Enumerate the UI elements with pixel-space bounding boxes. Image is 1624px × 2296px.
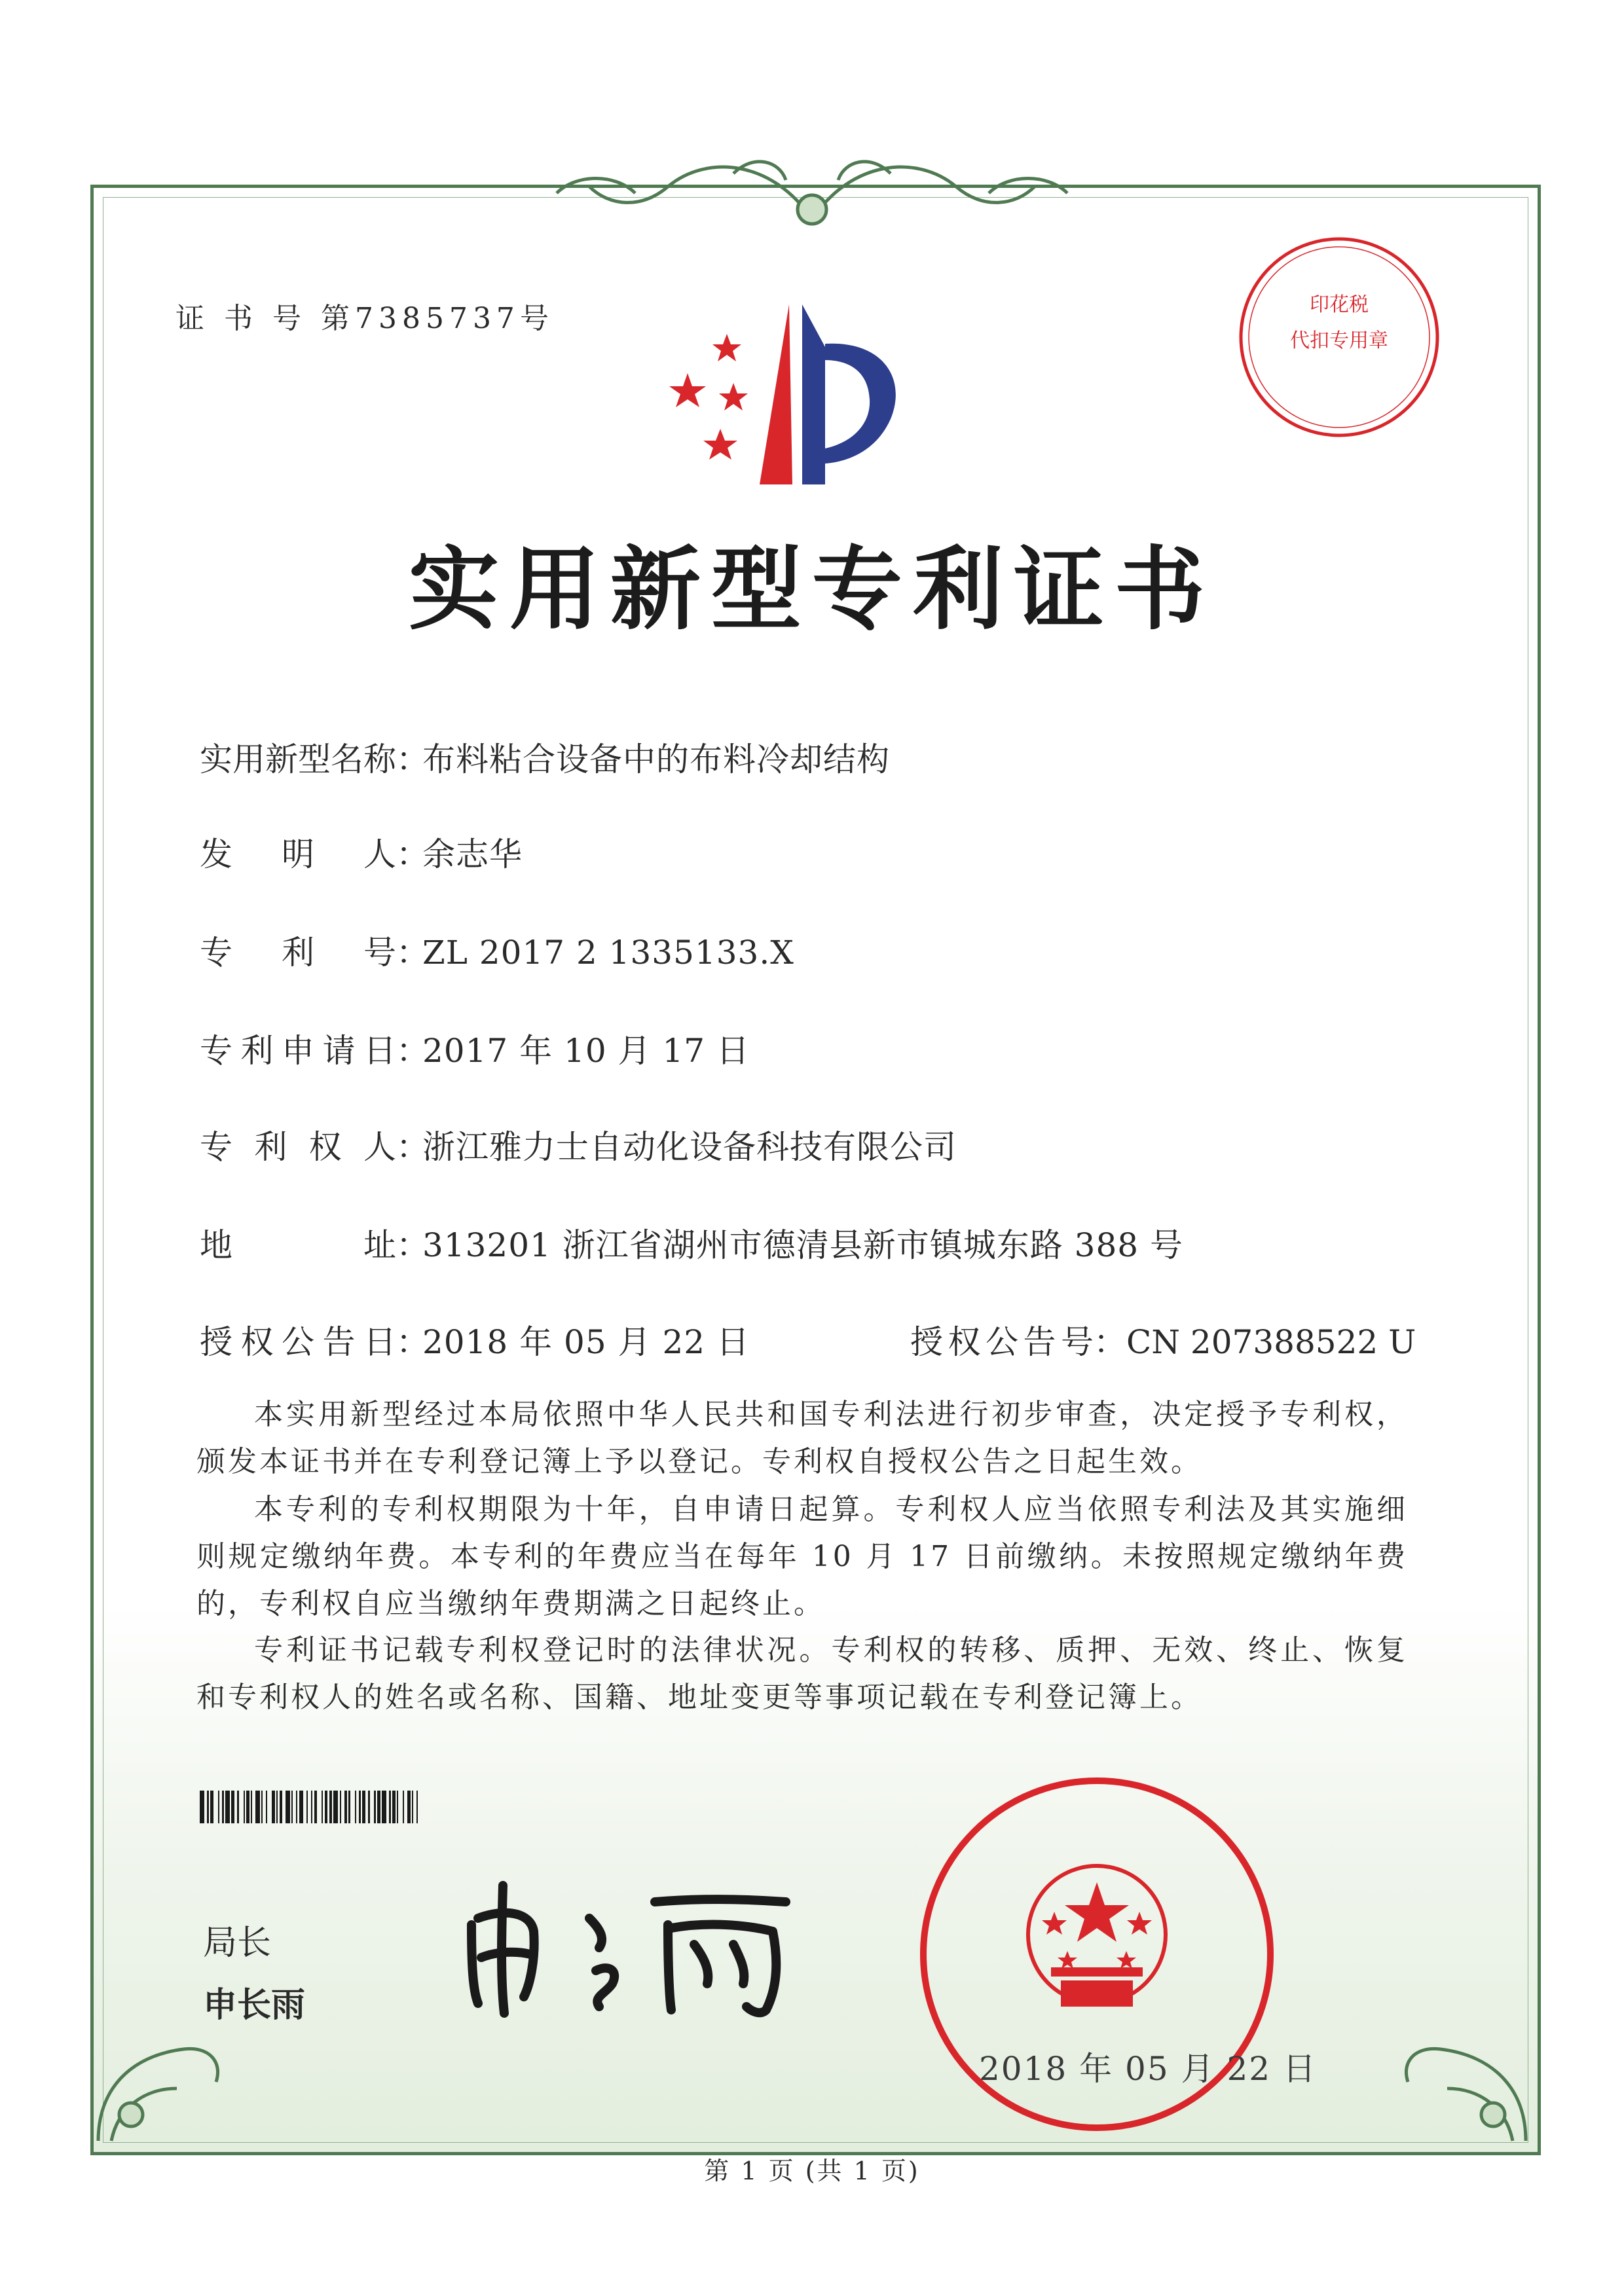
barcode-bar (370, 1791, 375, 1823)
barcode-bar (418, 1791, 422, 1823)
field-label: 地址 (200, 1226, 396, 1264)
field-value: 余志华 (422, 835, 523, 873)
svg-text:代扣专用章: 代扣专用章 (1290, 329, 1388, 352)
certificate-number-suffix: 号 (519, 302, 554, 335)
barcode-bar (382, 1791, 386, 1823)
director-signature (458, 1872, 825, 2023)
field-utility-model-name: 实用新型名称：布料粘合设备中的布料冷却结构 (200, 733, 890, 780)
field-inventor: 发明人：余志华 (200, 828, 523, 875)
field-grant-date: 授权公告日：2018 年 05 月 22 日 (200, 1316, 750, 1363)
certificate-number (175, 295, 554, 337)
paragraph-term: 本专利的专利权期限为十年，自申请日起算。专利权人应当依照专利法及其实施细则规定缴纳年费。本专利的年费应当在每年 10 月 17 日前缴纳。未按照规定缴纳年费的，专利权自应当缴纳年费期满之日起终止。 (196, 1493, 1408, 1620)
field-label: 发明人 (200, 835, 396, 873)
patent-office-logo-icon (661, 295, 910, 491)
paragraph-legal-status: 专利证书记载专利权登记时的法律状况。专利权的转移、质押、无效、终止、恢复和专利权人的姓名或名称、国籍、地址变更等事项记载在专利登记簿上。 (196, 1633, 1408, 1714)
certificate-number-value: 7385737 (354, 302, 520, 335)
field-label: 授权公告号 (910, 1323, 1094, 1361)
certificate-number-label: 证 书 号 第 (175, 302, 355, 335)
field-value: 2017 年 10 月 17 日 (422, 1032, 750, 1070)
field-value: 布料粘合设备中的布料冷却结构 (422, 740, 890, 778)
seal-date: 2018 年 05 月 22 日 (979, 2050, 1317, 2088)
field-application-date: 专利申请日：2017 年 10 月 17 日 (200, 1025, 750, 1072)
director-name: 申长雨 (203, 1986, 306, 2025)
field-label: 专利号 (200, 934, 396, 972)
field-label: 授权公告日 (200, 1323, 396, 1361)
field-value: 313201 浙江省湖州市德清县新市镇城东路 388 号 (422, 1226, 1183, 1264)
field-value: ZL 2017 2 1335133.X (422, 934, 794, 972)
field-address: 地址：313201 浙江省湖州市德清县新市镇城东路 388 号 (200, 1219, 1183, 1266)
field-patent-number: 专利号：ZL 2017 2 1335133.X (200, 926, 794, 974)
certificate-title: 实用新型专利证书 (408, 536, 1215, 642)
field-label: 专利申请日 (200, 1032, 396, 1070)
field-label: 专利权人 (200, 1128, 396, 1166)
barcode-bar (225, 1791, 230, 1823)
field-patentee: 专利权人：浙江雅力士自动化设备科技有限公司 (200, 1121, 957, 1168)
barcode-bar (200, 1791, 204, 1823)
field-value: 2018 年 05 月 22 日 (422, 1323, 750, 1361)
tax-stamp-seal (1231, 229, 1447, 445)
director-title: 局长 (203, 1923, 272, 1963)
barcode-bar (286, 1791, 290, 1823)
barcode-bar (267, 1791, 272, 1823)
top-ornament (537, 147, 1087, 232)
barcode (200, 1791, 606, 1823)
corner-ornament-left (92, 2016, 236, 2147)
field-value: 浙江雅力士自动化设备科技有限公司 (422, 1128, 957, 1166)
field-value: CN 207388522 U (1126, 1323, 1416, 1361)
paragraph-examination: 本实用新型经过本局依照中华人民共和国专利法进行初步审查，决定授予专利权，颁发本证书并在专利登记簿上予以登记。专利权自授权公告之日起生效。 (196, 1398, 1408, 1478)
barcode-bar (317, 1791, 322, 1823)
page-number: 第 1 页 (共 1 页) (704, 2157, 920, 2185)
barcode-bar (333, 1791, 338, 1823)
barcode-bar (350, 1791, 355, 1823)
barcode-bar (398, 1791, 403, 1823)
svg-text:印花税: 印花税 (1310, 293, 1369, 316)
corner-ornament-right (1388, 2016, 1532, 2147)
barcode-bar (213, 1791, 218, 1823)
barcode-bar (299, 1791, 304, 1823)
barcode-bar (239, 1791, 244, 1823)
barcode-bar (255, 1791, 260, 1823)
field-grant-number: 授权公告号：CN 207388522 U (910, 1316, 1416, 1363)
field-label: 实用新型名称 (200, 740, 396, 778)
